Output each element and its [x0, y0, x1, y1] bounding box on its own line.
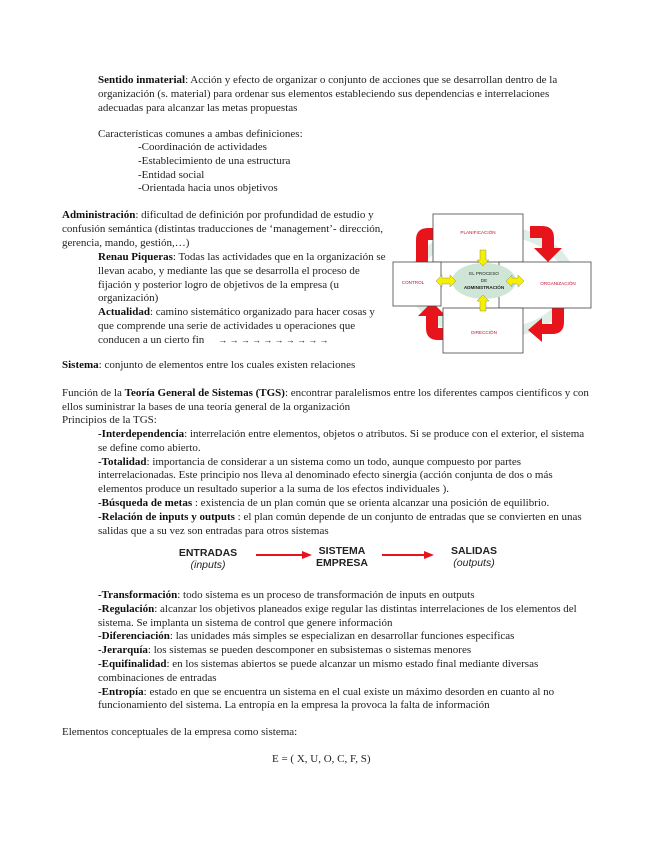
principio-item — [98, 589, 596, 603]
administracion-text: : dificultad de definición por profundidad de estudio y confusión semántica (distintas traducciones de ‘management’- dirección, gerencia, mando, gestión,…) — [62, 209, 384, 249]
tgs-prefix: Función de la — [62, 387, 125, 399]
list-item: -Entidad social — [138, 168, 205, 181]
tgs-text: : encontrar paralelismos entre los diferentes campos científicos y con ellos suministrar la bases de una teoría general de la organización — [62, 387, 589, 413]
principio-term: -Diferenciación — [98, 630, 170, 643]
principio-term: -Totalidad — [98, 455, 147, 468]
flow-arrow-2 — [382, 551, 434, 559]
flow-salidas: SALIDAS — [450, 545, 498, 557]
input-output-flow — [160, 545, 520, 579]
flow-entradas: ENTRADAS — [178, 547, 238, 559]
label-planificacion: PLANIFICACIÓN — [460, 230, 496, 235]
principio-item — [98, 686, 596, 714]
principios-title: Principios de la TGS: — [62, 414, 157, 426]
principio-text: : el plan común depende de un conjunto de entradas que se convierten en unas salidas que a su vez son entradas para otros sistemas — [98, 510, 582, 537]
tgs-term: Teoría General de Sistemas (TGS) — [124, 387, 285, 399]
intro-paragraph — [98, 74, 594, 115]
list-item: -Coordinación de actividades — [138, 141, 267, 153]
administracion-subdefinitions — [98, 251, 388, 348]
list-item: -Establecimiento de una estructura — [138, 154, 291, 167]
flow-arrow-1 — [256, 551, 312, 559]
label-direccion: DIRECCIÓN — [471, 330, 497, 335]
renau-term: Renau Piqueras — [98, 251, 173, 263]
principios-list — [98, 428, 596, 538]
principio-term: -Interdependencia — [98, 428, 185, 440]
principio-text: : interrelación entre elementos, objetos o atributos. Si se produce con el exterior, el sistema se define como abierto. — [98, 428, 585, 454]
administracion-paragraph — [62, 209, 388, 250]
principio-item — [98, 644, 596, 658]
principio-text: : alcanzar los objetivos planeados exige regular las distintas interrelaciones de los elementos del sistema. Se implanta un sistema de control que genere información — [98, 602, 577, 629]
center-label-3: ADMINISTRACIÓN — [463, 285, 505, 290]
principio-term: -Relación de inputs y outputs — [98, 510, 235, 523]
principio-item — [98, 511, 596, 539]
caracteristicas-list — [138, 141, 290, 196]
elementos-formula: E = ( X, U, O, C, F, S) — [272, 753, 371, 765]
center-label-1: EL PROCESO — [469, 271, 499, 276]
principio-term: -Transformación — [98, 589, 178, 601]
principio-item — [98, 428, 596, 456]
box-planificacion — [433, 214, 523, 262]
principio-text: : existencia de un plan común que se orienta alcanzar una posición de equilibrio. — [192, 496, 550, 509]
list-item: -Orientada hacia unos objetivos — [138, 182, 278, 195]
caracteristicas-title: Características comunes a ambas definiciones: — [98, 128, 303, 140]
principio-item — [98, 603, 596, 631]
principio-item — [98, 456, 596, 497]
principio-term: -Entropía — [98, 685, 144, 698]
renau-paragraph — [98, 251, 388, 306]
sistema-text: : conjunto de elementos entre los cuales existen relaciones — [98, 359, 356, 371]
principio-item — [98, 497, 596, 511]
tgs-paragraph — [62, 387, 602, 415]
sistema-paragraph — [62, 359, 355, 373]
flow-sistema: SISTEMA — [318, 545, 366, 557]
actualidad-text: : camino sistemático organizado para hacer cosas y que comprende una serie de actividades u operaciones que conducen a un cierto fin — [98, 306, 375, 346]
flow-empresa: EMPRESA — [316, 557, 368, 569]
label-organizacion: ORGANIZACIÓN — [540, 281, 576, 286]
dashed-arrows: → → → → → → → → → → — [218, 334, 329, 345]
principio-text: : todo sistema es un proceso de transformación de inputs en outputs — [177, 589, 475, 601]
administration-process-diagram — [392, 212, 592, 354]
flow-entradas-sub: (inputs) — [190, 559, 226, 571]
principio-text: : los sistemas se pueden descomponer en subsistemas o sistemas menores — [147, 644, 472, 657]
renau-text: : Todas las actividades que en la organización se llevan acabo, y mediante las que se desarrolla el proceso de fijación y posterior logro de objetivos de la empresa (u organización) — [98, 251, 386, 305]
principio-text: : importancia de considerar a un sistema como un todo, aunque compuesto por partes interrelacionadas. Este principio nos lleva al denominado efecto sinergia (acción conjunta de dos o más elementos produce un resultado superior a la suma de los efectos individuales ). — [98, 455, 553, 496]
sistema-term: Sistema — [62, 359, 99, 371]
principio-text: : estado en que se encuentra un sistema en el cual existe un máximo desorden en cuanto al no funcionamiento del sistema. La entropía en la empresa la provoca la falta de información — [98, 685, 555, 712]
principio-term: -Jerarquía — [98, 644, 148, 657]
principio-term: -Regulación — [98, 602, 155, 615]
intro-term: Sentido inmaterial — [98, 74, 186, 86]
principio-term: -Búsqueda de metas — [98, 496, 193, 509]
actualidad-term: Actualidad — [98, 306, 150, 319]
principio-item — [98, 658, 596, 686]
flow-salidas-sub: (outputs) — [453, 557, 495, 569]
elementos-title: Elementos conceptuales de la empresa como sistema: — [62, 726, 298, 738]
administracion-term: Administración — [62, 209, 136, 221]
principio-item — [98, 630, 596, 644]
label-control: CONTROL — [401, 280, 425, 285]
center-label-2: DE — [480, 278, 488, 283]
principio-term: -Equifinalidad — [98, 657, 167, 670]
principio-text: : las unidades más simples se especializan en desarrollar funciones especificas — [169, 630, 515, 643]
actualidad-paragraph — [98, 306, 388, 347]
principios-list-2 — [98, 589, 596, 713]
intro-text: : Acción y efecto de organizar o conjunto de acciones que se desarrollan dentro de la organización (s. material) para ordenar sus elementos estableciendo sus dependencias e interrelaciones adecuadas para alcanzar las metas propuestas — [98, 74, 558, 114]
principio-text: : en los sistemas abiertos se puede alcanzar un mismo estado final mediante diversas combinaciones de entradas — [98, 657, 539, 684]
